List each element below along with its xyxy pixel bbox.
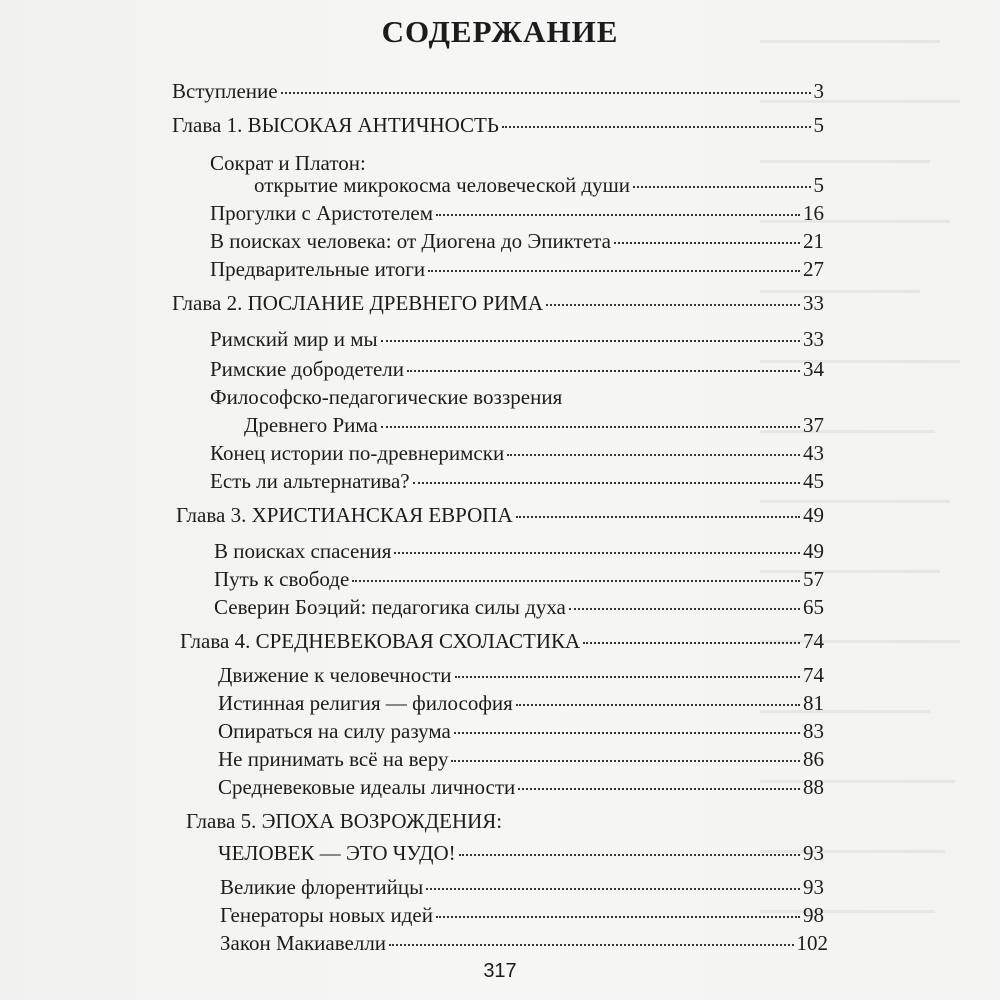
toc-page-number: 81 xyxy=(803,691,824,715)
toc-entry-label: Движение к человечности xyxy=(218,663,452,687)
toc-chapter-3[interactable] xyxy=(176,500,824,530)
toc-entry-label: Глава 3. ХРИСТИАНСКАЯ ЕВРОПА xyxy=(176,503,513,527)
toc-page-number: 33 xyxy=(803,327,824,351)
toc-page-number: 74 xyxy=(803,663,824,687)
toc-entry-label: открытие микрокосма человеческой души xyxy=(254,173,631,197)
toc-entry[interactable] xyxy=(218,772,824,802)
toc-entry[interactable] xyxy=(220,872,824,902)
toc-page-number: 57 xyxy=(803,567,824,591)
toc-entry-label: Генераторы новых идей xyxy=(220,903,433,927)
toc-page-number: 3 xyxy=(813,79,824,103)
toc-page-number: 74 xyxy=(803,629,824,653)
toc-entry-label: Вступление xyxy=(172,79,278,103)
toc-page-number: 93 xyxy=(803,841,824,865)
toc-entry-label: Философско-педагогические воззрения xyxy=(210,385,563,409)
leader-dots xyxy=(569,607,800,610)
leader-dots xyxy=(451,759,800,762)
toc-page-number: 16 xyxy=(803,201,824,225)
leader-dots xyxy=(454,731,800,734)
toc-entry-label: Средневековые идеалы личности xyxy=(218,775,516,799)
toc-chapter-4[interactable] xyxy=(180,626,824,656)
leader-dots xyxy=(413,481,800,484)
leader-dots xyxy=(516,703,800,706)
toc-entry-label: ЧЕЛОВЕК — ЭТО ЧУДО! xyxy=(218,841,456,865)
toc-page-number: 45 xyxy=(803,469,824,493)
toc-entry[interactable] xyxy=(210,226,824,256)
leader-dots xyxy=(407,369,800,372)
toc-entry[interactable] xyxy=(218,744,824,774)
toc-entry-label: Глава 4. СРЕДНЕВЕКОВАЯ СХОЛАСТИКА xyxy=(180,629,581,653)
toc-entry[interactable] xyxy=(210,324,824,354)
toc-entry[interactable] xyxy=(210,354,824,384)
toc-entry[interactable] xyxy=(214,592,824,622)
leader-dots xyxy=(436,213,800,216)
leader-dots xyxy=(389,943,793,946)
toc-title: СОДЕРЖАНИЕ xyxy=(381,14,619,49)
leader-dots xyxy=(459,853,800,856)
toc-entry[interactable] xyxy=(210,254,824,284)
leader-dots xyxy=(426,887,800,890)
page-number: 317 xyxy=(483,960,517,982)
leader-dots xyxy=(546,303,800,306)
toc-entry[interactable] xyxy=(214,536,824,566)
toc-entry-label: Путь к свободе xyxy=(214,567,350,591)
leader-dots xyxy=(507,453,800,456)
toc-entry[interactable] xyxy=(218,716,824,746)
toc-page-number: 88 xyxy=(803,775,824,799)
toc-chapter-1[interactable] xyxy=(172,110,824,140)
toc-chapter-5-label: Глава 5. ЭПОХА ВОЗРОЖДЕНИЯ: xyxy=(186,809,503,833)
leader-dots xyxy=(518,787,800,790)
leader-dots xyxy=(455,675,800,678)
toc-entry[interactable] xyxy=(220,928,828,958)
toc-entry-intro[interactable] xyxy=(172,76,824,106)
toc-chapter-2[interactable] xyxy=(172,288,824,318)
leader-dots xyxy=(352,579,800,582)
toc-page-number: 5 xyxy=(813,113,824,137)
toc-entry-label: Римский мир и мы xyxy=(210,327,378,351)
leader-dots xyxy=(428,269,800,272)
leader-dots xyxy=(381,339,800,342)
toc-entry[interactable] xyxy=(210,466,824,496)
toc-entry-label: Северин Боэций: педагогика силы духа xyxy=(214,595,566,619)
toc-page-number: 102 xyxy=(796,931,828,955)
leader-dots xyxy=(394,551,800,554)
toc-entry[interactable] xyxy=(218,660,824,690)
toc-entry-label: Закон Макиавелли xyxy=(220,931,387,955)
toc-entry[interactable] xyxy=(214,564,824,594)
leader-dots xyxy=(583,641,800,644)
toc-entry-label: Прогулки с Аристотелем xyxy=(210,201,434,225)
toc-page-number: 5 xyxy=(813,173,824,197)
toc-entry-label: Предварительные итоги xyxy=(210,257,426,281)
toc-entry-label: В поисках человека: от Диогена до Эпиктета xyxy=(210,229,611,253)
toc-entry-label: Конец истории по-древнеримски xyxy=(210,441,505,465)
toc-entry[interactable] xyxy=(220,900,824,930)
leader-dots xyxy=(614,241,800,244)
toc-entry-label: Не принимать всё на веру xyxy=(218,747,449,771)
toc-page-number: 43 xyxy=(803,441,824,465)
leader-dots xyxy=(633,185,810,188)
toc-page-number: 83 xyxy=(803,719,824,743)
toc-entry-label: Древнего Рима xyxy=(244,413,378,437)
toc-chapter-5[interactable] xyxy=(218,838,824,868)
toc-entry-label: Сократ и Платон: xyxy=(210,151,366,175)
toc-entry-label: Глава 2. ПОСЛАНИЕ ДРЕВНЕГО РИМА xyxy=(172,291,544,315)
toc-page-number: 21 xyxy=(803,229,824,253)
toc-entry-label: Римские добродетели xyxy=(210,357,405,381)
toc-entry-label: Опираться на силу разума xyxy=(218,719,451,743)
leader-dots xyxy=(516,515,800,518)
toc-page-number: 93 xyxy=(803,875,824,899)
toc-page-number: 86 xyxy=(803,747,824,771)
toc-entry[interactable] xyxy=(218,688,824,718)
toc-entry[interactable] xyxy=(254,170,824,200)
leader-dots xyxy=(381,425,800,428)
toc-page-number: 37 xyxy=(803,413,824,437)
toc-entry[interactable] xyxy=(210,438,824,468)
toc-page-number: 98 xyxy=(803,903,824,927)
toc-entry[interactable] xyxy=(210,198,824,228)
toc-entry-label: Истинная религия — философия xyxy=(218,691,513,715)
toc-entry-label: Глава 1. ВЫСОКАЯ АНТИЧНОСТЬ xyxy=(172,113,499,137)
toc-page-number: 34 xyxy=(803,357,824,381)
toc-entry[interactable] xyxy=(244,410,824,440)
toc-page-number: 49 xyxy=(803,539,824,563)
toc-entry-label: В поисках спасения xyxy=(214,539,392,563)
toc-entry-label: Есть ли альтернатива? xyxy=(210,469,410,493)
toc-entry-label: Великие флорентийцы xyxy=(220,875,424,899)
toc-page-number: 65 xyxy=(803,595,824,619)
toc-page-number: 49 xyxy=(803,503,824,527)
toc-page-number: 27 xyxy=(803,257,824,281)
leader-dots xyxy=(502,125,811,128)
toc-page-number: 33 xyxy=(803,291,824,315)
leader-dots xyxy=(281,91,811,94)
leader-dots xyxy=(436,915,800,918)
